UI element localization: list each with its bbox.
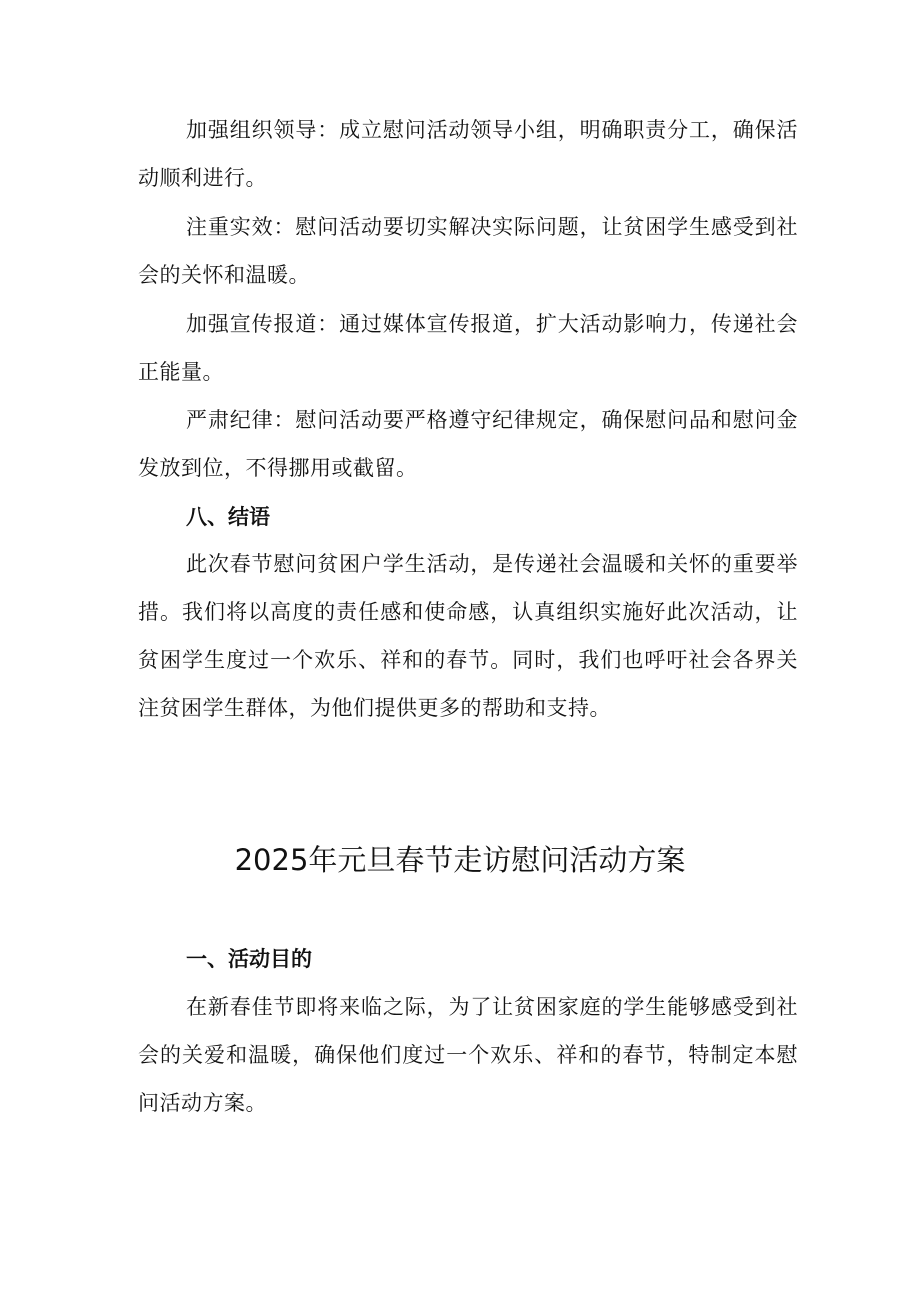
paragraph-purpose: 在新春佳节即将来临之际，为了让贫困家庭的学生能够感受到社会的关爱和温暖，确保他们度过一个欢乐、祥和的春节，特制定本慰问活动方案。 xyxy=(138,995,798,1115)
section-heading-conclusion: 八、结语 xyxy=(186,505,270,529)
section-heading-purpose: 一、活动目的 xyxy=(186,947,312,971)
document-title: 2025年元旦春节走访慰问活动方案 xyxy=(234,843,686,877)
paragraph-organization-leadership: 加强组织领导：成立慰问活动领导小组，明确职责分工，确保活动顺利进行。 xyxy=(138,118,798,190)
paragraph-practical-effect: 注重实效：慰问活动要切实解决实际问题，让贫困学生感受到社会的关怀和温暖。 xyxy=(138,215,798,287)
paragraph-publicity: 加强宣传报道：通过媒体宣传报道，扩大活动影响力，传递社会正能量。 xyxy=(138,312,798,384)
paragraph-conclusion: 此次春节慰问贫困户学生活动，是传递社会温暖和关怀的重要举措。我们将以高度的责任感和使命感，认真组织实施好此次活动，让贫困学生度过一个欢乐、祥和的春节。同时，我们也呼吁社会各界关注贫困学生群体，为他们提供更多的帮助和支持。 xyxy=(138,552,798,720)
paragraph-discipline: 严肃纪律：慰问活动要严格遵守纪律规定，确保慰问品和慰问金发放到位，不得挪用或截留。 xyxy=(138,408,798,480)
